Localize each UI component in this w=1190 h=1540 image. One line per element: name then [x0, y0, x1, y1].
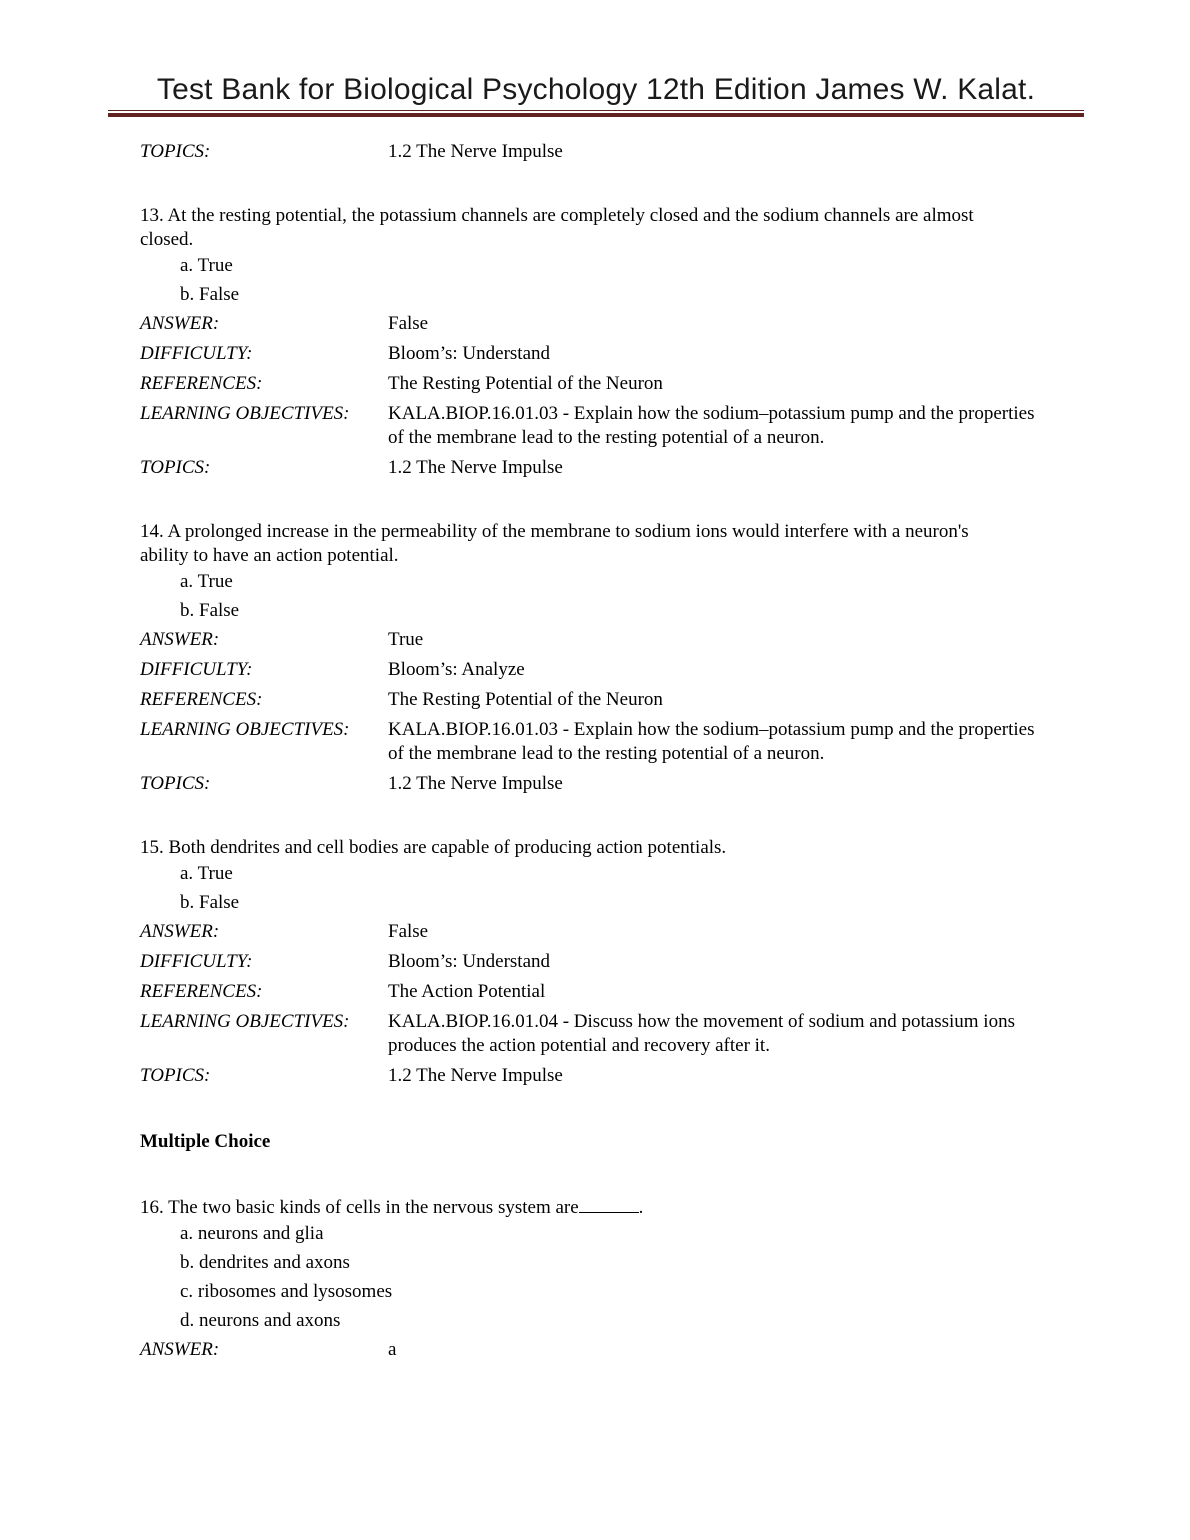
option-d: d. neurons and axons — [180, 1310, 341, 1331]
question-stem: 15. Both dendrites and cell bodies are capable of producing action potentials. — [140, 837, 727, 858]
answer-value: a — [388, 1339, 397, 1360]
learning-objectives-row — [140, 718, 1040, 766]
learning-objectives-row — [140, 402, 1040, 450]
question-stem-end: . — [638, 1197, 644, 1218]
document-body — [140, 140, 1040, 1368]
references-value: The Resting Potential of the Neuron — [388, 373, 663, 394]
learning-objectives-label: LEARNING OBJECTIVES: — [140, 403, 350, 424]
option-c: c. ribosomes and lysosomes — [180, 1281, 393, 1302]
option-b: b. dendrites and axons — [180, 1252, 350, 1273]
topics-value: 1.2 The Nerve Impulse — [388, 141, 563, 162]
topics-label: TOPICS: — [140, 457, 211, 478]
learning-objectives-label: LEARNING OBJECTIVES: — [140, 1011, 350, 1032]
answer-row — [140, 1338, 1040, 1362]
topics-label: TOPICS: — [140, 1065, 211, 1086]
question-16 — [140, 1194, 1040, 1362]
topics-row — [140, 456, 1040, 480]
question-stem — [140, 1194, 1000, 1220]
references-label: REFERENCES: — [140, 981, 263, 1002]
difficulty-value: Bloom’s: Understand — [388, 343, 551, 364]
answer-row — [140, 628, 1040, 652]
difficulty-row — [140, 950, 1040, 974]
learning-objectives-row — [140, 1010, 1040, 1058]
difficulty-label: DIFFICULTY: — [140, 659, 253, 680]
page-header-title: Test Bank for Biological Psychology 12th Edition James W. Kalat. — [156, 73, 1036, 106]
question-15 — [140, 836, 1040, 1088]
question-14 — [140, 520, 1040, 796]
option-a: a. neurons and glia — [180, 1223, 324, 1244]
topics-row — [140, 772, 1040, 796]
references-label: REFERENCES: — [140, 689, 263, 710]
difficulty-row — [140, 658, 1040, 682]
question-13 — [140, 204, 1040, 480]
answer-value: True — [388, 629, 424, 650]
difficulty-label: DIFFICULTY: — [140, 951, 253, 972]
references-row — [140, 980, 1040, 1004]
option-a: a. True — [180, 863, 233, 884]
difficulty-value: Bloom’s: Understand — [388, 951, 551, 972]
answer-label: ANSWER: — [140, 629, 220, 650]
answer-value: False — [388, 921, 429, 942]
prev-topics-row — [140, 140, 1040, 164]
section-heading: Multiple Choice — [140, 1131, 271, 1152]
question-stem: 14. A prolonged increase in the permeability of the membrane to sodium ions would interfere with a neuron's ability to have an action potential. — [140, 521, 969, 566]
answer-row — [140, 312, 1040, 336]
topics-label: TOPICS: — [140, 141, 211, 162]
answer-row — [140, 920, 1040, 944]
topics-row — [140, 1064, 1040, 1088]
header-rule-thick — [108, 113, 1084, 117]
difficulty-row — [140, 342, 1040, 366]
option-b: b. False — [180, 600, 240, 621]
references-value: The Action Potential — [388, 981, 546, 1002]
option-a: a. True — [180, 571, 233, 592]
answer-label: ANSWER: — [140, 313, 220, 334]
learning-objectives-value: KALA.BIOP.16.01.03 - Explain how the sodium–potassium pump and the properties of the membrane lead to the resting potential of a neuron. — [388, 403, 1035, 448]
learning-objectives-label: LEARNING OBJECTIVES: — [140, 719, 350, 740]
topics-value: 1.2 The Nerve Impulse — [388, 773, 563, 794]
references-label: REFERENCES: — [140, 373, 263, 394]
answer-value: False — [388, 313, 429, 334]
topics-value: 1.2 The Nerve Impulse — [388, 1065, 563, 1086]
references-row — [140, 688, 1040, 712]
header-rule — [108, 110, 1084, 111]
difficulty-label: DIFFICULTY: — [140, 343, 253, 364]
option-b: b. False — [180, 284, 240, 305]
learning-objectives-value: KALA.BIOP.16.01.03 - Explain how the sodium–potassium pump and the properties of the membrane lead to the resting potential of a neuron. — [388, 719, 1035, 764]
answer-label: ANSWER: — [140, 921, 220, 942]
topics-value: 1.2 The Nerve Impulse — [388, 457, 563, 478]
references-row — [140, 372, 1040, 396]
topics-label: TOPICS: — [140, 773, 211, 794]
answer-blank — [579, 1194, 639, 1213]
learning-objectives-value: KALA.BIOP.16.01.04 - Discuss how the movement of sodium and potassium ions produces the action potential and recovery after it. — [388, 1011, 1015, 1056]
option-b: b. False — [180, 892, 240, 913]
answer-label: ANSWER: — [140, 1339, 220, 1360]
question-stem-text: 16. The two basic kinds of cells in the nervous system are — [140, 1197, 579, 1218]
difficulty-value: Bloom’s: Analyze — [388, 659, 525, 680]
references-value: The Resting Potential of the Neuron — [388, 689, 663, 710]
option-a: a. True — [180, 255, 233, 276]
question-stem: 13. At the resting potential, the potassium channels are completely closed and the sodium channels are almost closed. — [140, 205, 974, 250]
